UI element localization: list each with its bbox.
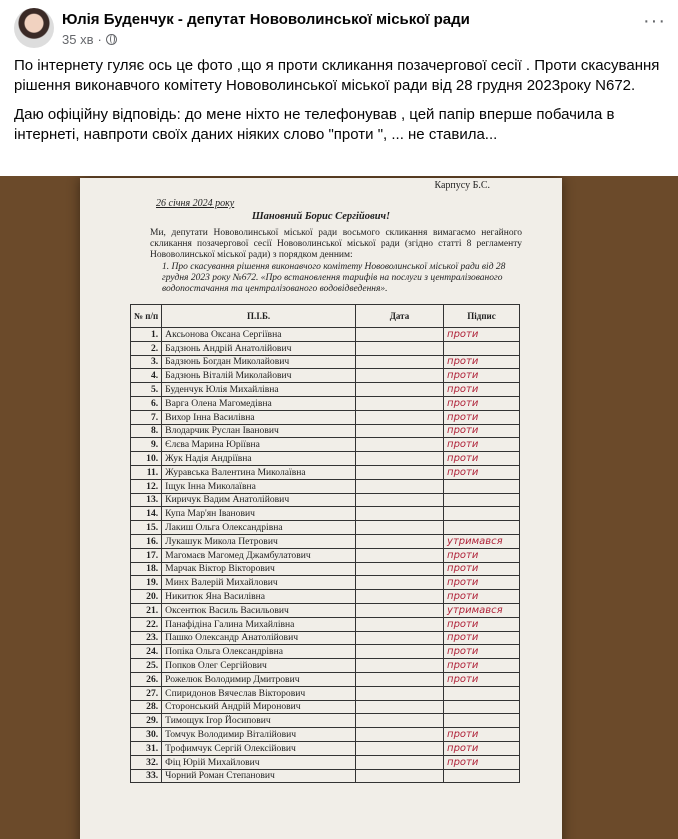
row-date xyxy=(355,383,443,397)
row-date xyxy=(355,672,443,686)
row-number: 18. xyxy=(131,562,162,576)
table-row xyxy=(131,631,520,645)
row-date xyxy=(355,562,443,576)
row-signature xyxy=(444,341,520,355)
row-signature: проти xyxy=(444,562,520,576)
row-date xyxy=(355,769,443,783)
row-date xyxy=(355,424,443,438)
row-name: Попков Олег Сергійович xyxy=(162,659,356,673)
row-number: 6. xyxy=(131,396,162,410)
row-number: 24. xyxy=(131,645,162,659)
document-agenda: 1. Про скасування рішення виконавчого комітету Нововолинської міської ради від 28 грудня 2023 року №672. «Про встановлення тарифів на послуги з централізованого водопостачання та централізованого водовідведення». xyxy=(162,262,506,294)
row-signature: проти xyxy=(444,424,520,438)
row-signature: проти xyxy=(444,590,520,604)
table-row xyxy=(131,424,520,438)
row-date xyxy=(355,755,443,769)
row-name: Попіка Ольга Олександрівна xyxy=(162,645,356,659)
row-number: 11. xyxy=(131,465,162,479)
row-signature: проти xyxy=(444,383,520,397)
row-date xyxy=(355,659,443,673)
row-name: Лукашук Микола Петрович xyxy=(162,534,356,548)
row-number: 27. xyxy=(131,686,162,700)
table-row xyxy=(131,741,520,755)
document-body: Ми, депутати Нововолинської міської ради восьмого скликання вимагаємо негайного скликання позачергової сесії Нововолинської міської ради (згідно статті 8 регламенту Нововолинської міської ради) з порядком денним: xyxy=(150,228,522,260)
row-name: Єлєва Марина Юріївна xyxy=(162,438,356,452)
row-name: Никитюк Яна Василівна xyxy=(162,590,356,604)
table-row xyxy=(131,755,520,769)
row-date xyxy=(355,645,443,659)
row-name: Трофимчук Сергій Олексійович xyxy=(162,741,356,755)
row-date xyxy=(355,438,443,452)
row-signature xyxy=(444,686,520,700)
table-row xyxy=(131,410,520,424)
row-name: Вихор Інна Василівна xyxy=(162,410,356,424)
row-number: 15. xyxy=(131,521,162,535)
row-date xyxy=(355,465,443,479)
table-row xyxy=(131,534,520,548)
document-recipient: Карпусу Б.С. xyxy=(434,180,490,191)
row-name: Лакиш Ольга Олександрівна xyxy=(162,521,356,535)
row-number: 4. xyxy=(131,369,162,383)
row-number: 33. xyxy=(131,769,162,783)
table-row xyxy=(131,383,520,397)
row-date xyxy=(355,521,443,535)
row-number: 19. xyxy=(131,576,162,590)
row-date xyxy=(355,686,443,700)
row-number: 16. xyxy=(131,534,162,548)
row-number: 9. xyxy=(131,438,162,452)
row-number: 21. xyxy=(131,603,162,617)
row-date xyxy=(355,700,443,714)
row-number: 7. xyxy=(131,410,162,424)
row-name: Панафідіна Галина Михайлівна xyxy=(162,617,356,631)
row-name: Іщук Інна Миколаївна xyxy=(162,479,356,493)
signatures-table xyxy=(130,304,520,783)
table-row xyxy=(131,521,520,535)
row-name: Влодарчик Руслан Іванович xyxy=(162,424,356,438)
row-number: 30. xyxy=(131,728,162,742)
document-date: 26 січня 2024 року xyxy=(156,198,235,209)
row-date xyxy=(355,603,443,617)
row-signature: проти xyxy=(444,369,520,383)
row-name: Бадзюнь Віталій Миколайович xyxy=(162,369,356,383)
table-row xyxy=(131,645,520,659)
document-salutation: Шановний Борис Сергійович! xyxy=(251,211,391,222)
table-row xyxy=(131,603,520,617)
row-signature: проти xyxy=(444,355,520,369)
table-row xyxy=(131,465,520,479)
row-number: 5. xyxy=(131,383,162,397)
table-row xyxy=(131,548,520,562)
row-date xyxy=(355,576,443,590)
table-row xyxy=(131,672,520,686)
author-name[interactable]: Юлія Буденчук - депутат Нововолинської міської ради xyxy=(62,11,470,28)
row-signature: проти xyxy=(444,741,520,755)
row-name: Бадзюнь Богдан Миколайович xyxy=(162,355,356,369)
post-header xyxy=(0,0,678,50)
row-signature: проти xyxy=(444,755,520,769)
row-number: 12. xyxy=(131,479,162,493)
col-number: № п/п xyxy=(131,305,162,328)
row-signature xyxy=(444,769,520,783)
row-signature xyxy=(444,714,520,728)
table-row xyxy=(131,728,520,742)
row-number: 22. xyxy=(131,617,162,631)
row-name: Минх Валерій Михайлович xyxy=(162,576,356,590)
row-signature: утримався xyxy=(444,603,520,617)
row-name: Купа Мар'ян Іванович xyxy=(162,507,356,521)
row-date xyxy=(355,548,443,562)
globe-icon xyxy=(106,34,117,45)
row-name: Киричук Вадим Анатолійович xyxy=(162,493,356,507)
row-date xyxy=(355,617,443,631)
row-number: 23. xyxy=(131,631,162,645)
row-name: Рожелюк Володимир Дмитрович xyxy=(162,672,356,686)
table-row xyxy=(131,438,520,452)
row-name: Бадзюнь Андрій Анатолійович xyxy=(162,341,356,355)
post-paragraph: Даю офіційну відповідь: до мене ніхто не телефонував , цей папір вперше побачила в інтернеті, навпроти своїх даних ніяких слово "проти ", ... не ставила... xyxy=(14,106,615,143)
row-name: Марчак Віктор Вікторович xyxy=(162,562,356,576)
post-text xyxy=(14,56,664,154)
row-date xyxy=(355,479,443,493)
row-signature: проти xyxy=(444,728,520,742)
table-row xyxy=(131,479,520,493)
table-row xyxy=(131,452,520,466)
table-row xyxy=(131,328,520,342)
row-signature: проти xyxy=(444,659,520,673)
row-number: 1. xyxy=(131,328,162,342)
row-date xyxy=(355,728,443,742)
row-date xyxy=(355,369,443,383)
table-row xyxy=(131,576,520,590)
row-number: 17. xyxy=(131,548,162,562)
row-name: Журавська Валентина Миколаївна xyxy=(162,465,356,479)
row-signature: проти xyxy=(444,645,520,659)
row-signature: утримався xyxy=(444,534,520,548)
row-date xyxy=(355,493,443,507)
col-date: Дата xyxy=(355,305,443,328)
table-row xyxy=(131,493,520,507)
table-row xyxy=(131,507,520,521)
row-number: 20. xyxy=(131,590,162,604)
row-date xyxy=(355,507,443,521)
row-number: 13. xyxy=(131,493,162,507)
row-number: 3. xyxy=(131,355,162,369)
row-number: 14. xyxy=(131,507,162,521)
row-number: 28. xyxy=(131,700,162,714)
row-signature: проти xyxy=(444,452,520,466)
row-signature: проти xyxy=(444,410,520,424)
row-name: Фіц Юрій Михайлович xyxy=(162,755,356,769)
row-signature: проти xyxy=(444,631,520,645)
post-timestamp[interactable]: 35 хв xyxy=(62,32,94,47)
row-number: 10. xyxy=(131,452,162,466)
row-signature: проти xyxy=(444,548,520,562)
row-name: Магомаєв Магомед Джамбулатович xyxy=(162,548,356,562)
row-number: 31. xyxy=(131,741,162,755)
row-number: 26. xyxy=(131,672,162,686)
table-row xyxy=(131,686,520,700)
col-name: П.І.Б. xyxy=(162,305,356,328)
row-name: Буденчук Юлія Михайлівна xyxy=(162,383,356,397)
row-name: Сторонський Андрій Миронович xyxy=(162,700,356,714)
row-date xyxy=(355,714,443,728)
row-signature: проти xyxy=(444,576,520,590)
row-date xyxy=(355,328,443,342)
row-date xyxy=(355,741,443,755)
row-date xyxy=(355,534,443,548)
row-number: 8. xyxy=(131,424,162,438)
row-name: Тимощук Ігор Йосипович xyxy=(162,714,356,728)
row-name: Варга Олена Магомедівна xyxy=(162,396,356,410)
row-date xyxy=(355,396,443,410)
col-signature: Підпис xyxy=(444,305,520,328)
row-signature: проти xyxy=(444,465,520,479)
row-signature: проти xyxy=(444,396,520,410)
table-row xyxy=(131,617,520,631)
table-row xyxy=(131,590,520,604)
row-signature: проти xyxy=(444,328,520,342)
row-signature xyxy=(444,493,520,507)
table-row xyxy=(131,369,520,383)
row-name: Чорний Роман Степанович xyxy=(162,769,356,783)
row-signature xyxy=(444,700,520,714)
row-signature: проти xyxy=(444,672,520,686)
row-name: Спиридонов Вячеслав Вікторович xyxy=(162,686,356,700)
row-name: Жук Надія Андріївна xyxy=(162,452,356,466)
row-number: 25. xyxy=(131,659,162,673)
row-date xyxy=(355,452,443,466)
table-row xyxy=(131,355,520,369)
row-name: Оксентюк Василь Васильович xyxy=(162,603,356,617)
row-date xyxy=(355,341,443,355)
row-number: 32. xyxy=(131,755,162,769)
table-row xyxy=(131,769,520,783)
post-photo[interactable] xyxy=(0,176,678,839)
row-number: 2. xyxy=(131,341,162,355)
post-paragraph: По інтернету гуляє ось це фото ,що я проти скликання позачергової сесії . Проти скасування рішення виконавчого комітету Нововолинської міської ради від 28 грудня 2023року N672. xyxy=(14,57,660,94)
row-signature: проти xyxy=(444,438,520,452)
document-sheet xyxy=(80,178,562,839)
row-date xyxy=(355,590,443,604)
table-row xyxy=(131,396,520,410)
row-signature: проти xyxy=(444,617,520,631)
table-row xyxy=(131,659,520,673)
table-header-row xyxy=(131,305,520,328)
row-signature xyxy=(444,521,520,535)
table-row xyxy=(131,700,520,714)
table-row xyxy=(131,562,520,576)
table-row xyxy=(131,714,520,728)
more-options-button[interactable]: ··· xyxy=(643,10,666,32)
post-meta: 35 хв · xyxy=(62,32,117,47)
row-name: Аксьонова Оксана Сергіївна xyxy=(162,328,356,342)
row-date xyxy=(355,410,443,424)
row-date xyxy=(355,355,443,369)
table-row xyxy=(131,341,520,355)
row-signature xyxy=(444,479,520,493)
row-name: Пашко Олександр Анатолійович xyxy=(162,631,356,645)
row-number: 29. xyxy=(131,714,162,728)
author-avatar[interactable] xyxy=(14,8,54,48)
row-name: Томчук Володимир Віталійович xyxy=(162,728,356,742)
row-date xyxy=(355,631,443,645)
row-signature xyxy=(444,507,520,521)
